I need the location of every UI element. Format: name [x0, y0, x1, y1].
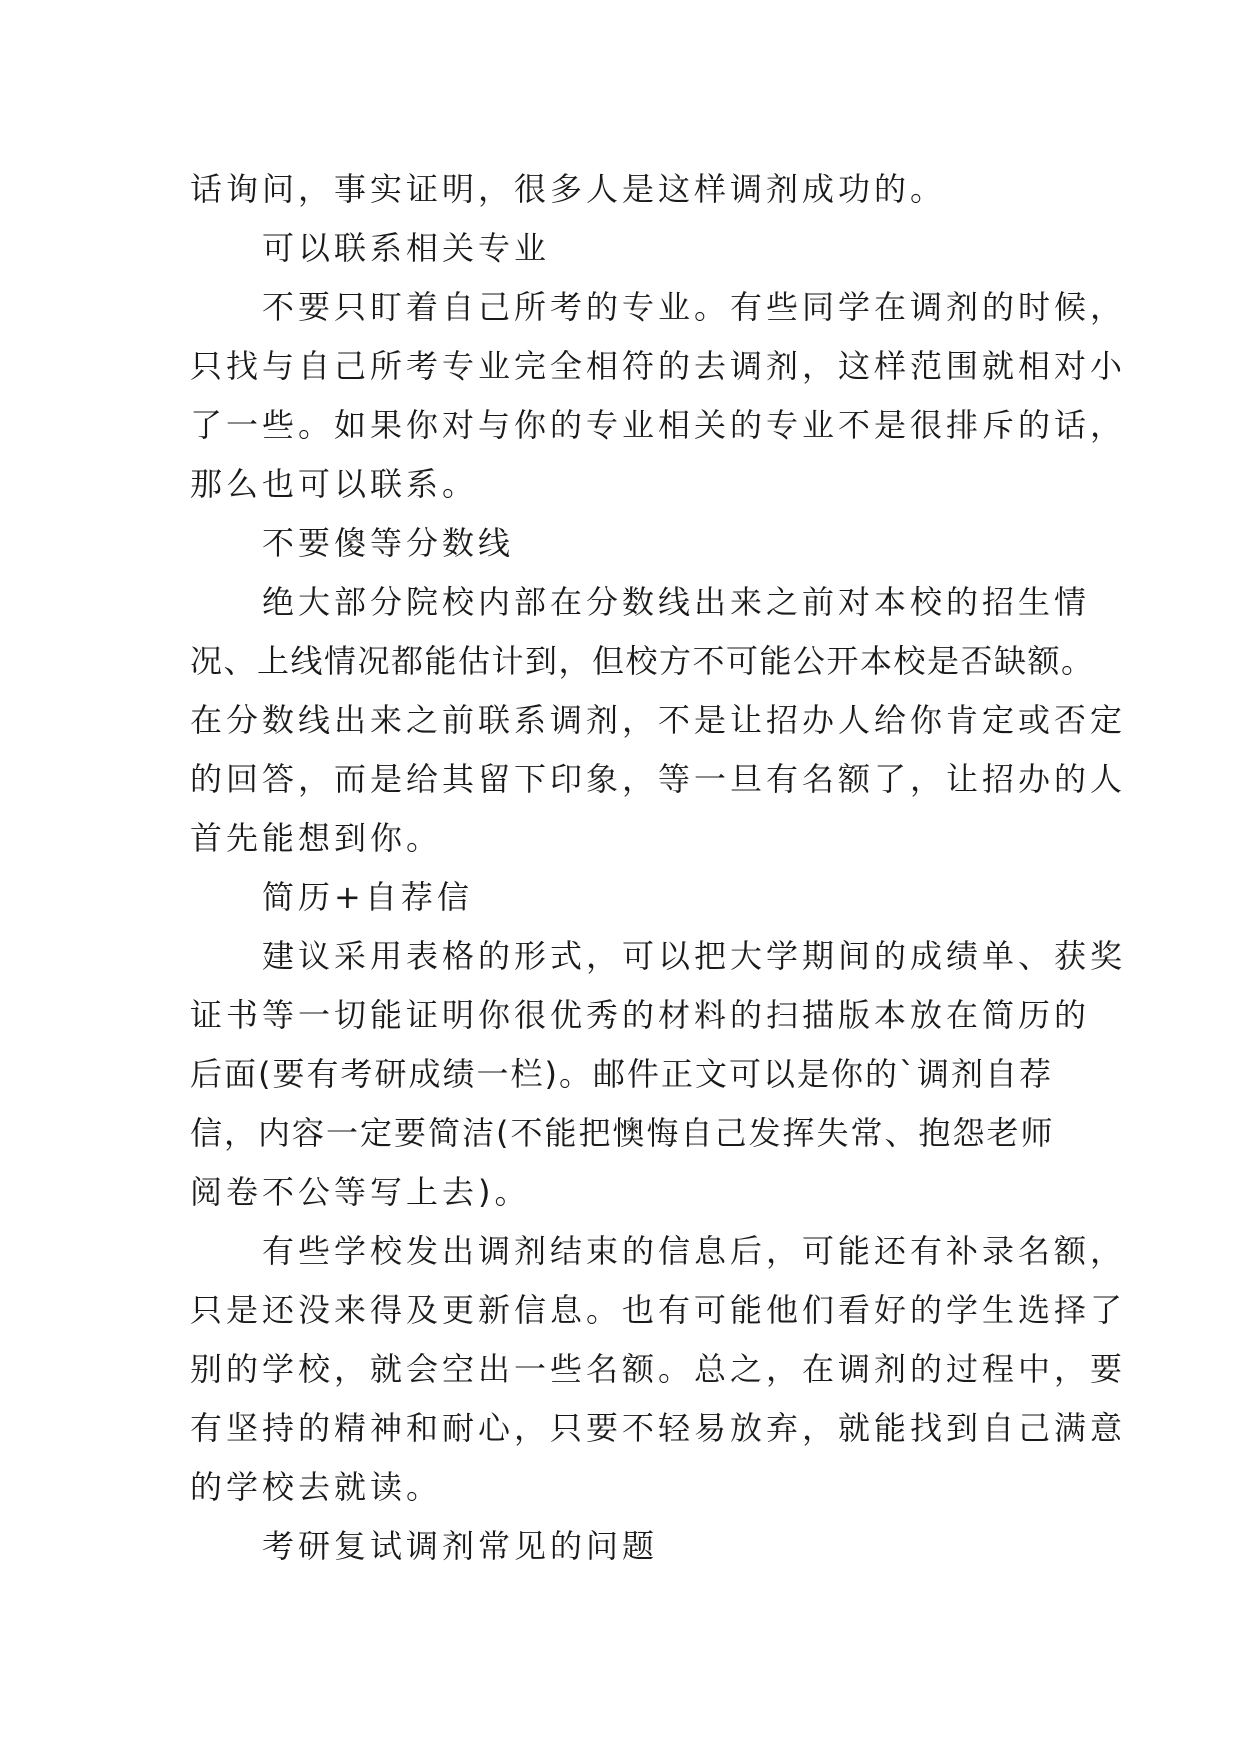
- heading-text: 不要傻等分数线: [262, 524, 515, 562]
- text-line: 的学校去就读。: [190, 1468, 443, 1506]
- text-line: 阅卷不公等写上去)。: [190, 1173, 531, 1211]
- section-heading: [190, 219, 1060, 278]
- heading-text: 考研复试调剂常见的问题: [262, 1527, 659, 1565]
- paragraph: [190, 1222, 1127, 1517]
- section-heading: [190, 868, 1060, 927]
- heading-text: 可以联系相关专业: [262, 229, 551, 267]
- text-line: 的回答，而是给其留下印象，等一旦有名额了，让招办的人: [190, 760, 1127, 798]
- text-line: 只找与自己所考专业完全相符的去调剂，这样范围就相对小: [190, 347, 1127, 385]
- text-line: 后面(要有考研成绩一栏)。邮件正文可以是你的`调剂自荐: [190, 1055, 1053, 1093]
- text-line: 不要只盯着自己所考的专业。有些同学在调剂的时候，: [262, 288, 1127, 326]
- heading-text: 简历+自荐信: [262, 878, 473, 916]
- text-line: 在分数线出来之前联系调剂，不是让招办人给你肯定或否定: [190, 701, 1127, 739]
- text-line: 证书等一切能证明你很优秀的材料的扫描版本放在简历的: [190, 996, 1091, 1034]
- paragraph: [190, 927, 1127, 1222]
- text-line: 了一些。如果你对与你的专业相关的专业不是很排斥的话，: [190, 406, 1127, 444]
- text-line: 绝大部分院校内部在分数线出来之前对本校的招生情: [262, 583, 1091, 621]
- document-body: [190, 160, 1127, 1576]
- text-line: 况、上线情况都能估计到，但校方不可能公开本校是否缺额。: [190, 642, 1095, 680]
- section-heading: [190, 1517, 1060, 1576]
- text-line: 有坚持的精神和耐心，只要不轻易放弃，就能找到自己满意: [190, 1409, 1127, 1447]
- paragraph-continuation: [190, 160, 1060, 219]
- text-line: 建议采用表格的形式，可以把大学期间的成绩单、获奖: [262, 937, 1127, 975]
- text-line: 别的学校，就会空出一些名额。总之，在调剂的过程中，要: [190, 1350, 1127, 1388]
- text-line: 信，内容一定要简洁(不能把懊悔自己发挥失常、抱怨老师: [190, 1114, 1055, 1152]
- text-line: 那么也可以联系。: [190, 465, 479, 503]
- text-line: 只是还没来得及更新信息。也有可能他们看好的学生选择了: [190, 1291, 1127, 1329]
- text-line: 话询问，事实证明，很多人是这样调剂成功的。: [190, 170, 947, 208]
- text-line: 有些学校发出调剂结束的信息后，可能还有补录名额，: [262, 1232, 1127, 1270]
- paragraph: [190, 278, 1127, 514]
- paragraph: [190, 573, 1127, 868]
- section-heading: [190, 514, 1060, 573]
- text-line: 首先能想到你。: [190, 819, 443, 857]
